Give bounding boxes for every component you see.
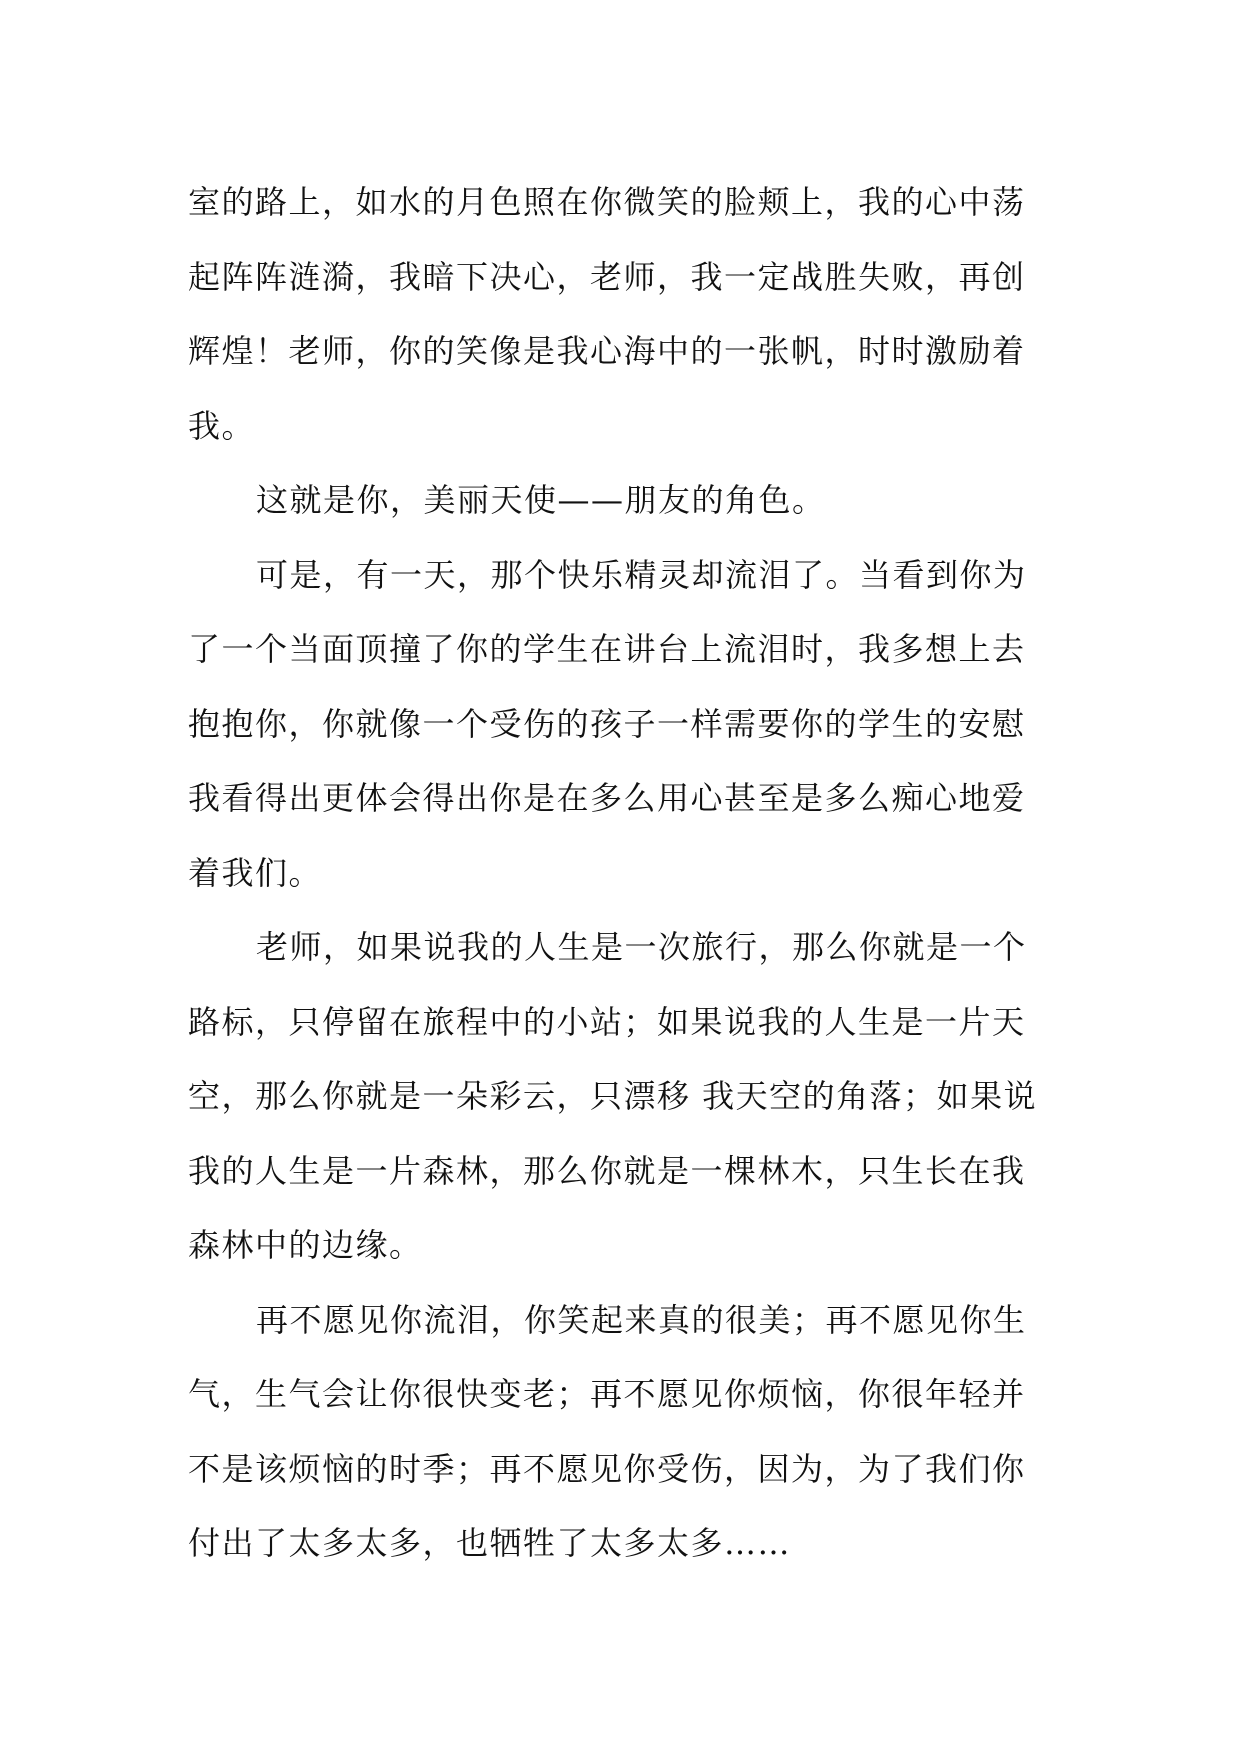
text-line: 不是该烦恼的时季；再不愿见你受伤，因为，为了我们你 [188, 1449, 1026, 1488]
body-text [188, 165, 1052, 1581]
text-line: 室的路上，如水的月色照在你微笑的脸颊上，我的心中荡 [188, 183, 1026, 221]
text-line: 起阵阵涟漪，我暗下决心，老师，我一定战胜失败，再创 [188, 257, 1026, 296]
text-line-indented: 再不愿见你流泪，你笑起来真的很美；再不愿见你生 [256, 1300, 1027, 1339]
text-line: 辉煌！老师，你的笑像是我心海中的一张帆，时时激励着 [188, 332, 1026, 370]
text-line: 我看得出更体会得出你是在多么用心甚至是多么痴心地爱 [188, 779, 1026, 817]
text-line-indented: 可是，有一天，那个快乐精灵却流泪了。当看到你为 [256, 555, 1027, 594]
text-line-indented: 这就是你，美丽天使——朋友的角色。 [256, 481, 826, 519]
text-line: 着我们。 [188, 853, 323, 892]
text-line: 了一个当面顶撞了你的学生在讲台上流泪时，我多想上去 [188, 630, 1026, 668]
text-line: 空，那么你就是一朵彩云，只漂移 我天空的角落；如果说 [188, 1077, 1038, 1115]
text-line: 气，生气会让你很快变老；再不愿见你烦恼，你很年轻并 [188, 1375, 1026, 1413]
text-line: 抱抱你，你就像一个受伤的孩子一样需要你的学生的安慰 [188, 704, 1026, 743]
text-line: 我的人生是一片森林，那么你就是一棵林木，只生长在我 [188, 1151, 1026, 1190]
text-line: 森林中的边缘。 [188, 1226, 423, 1264]
text-line: 路标，只停留在旅程中的小站；如果说我的人生是一片天 [188, 1002, 1026, 1041]
text-line: 我。 [188, 406, 256, 445]
text-line: 付出了太多太多，也牺牲了太多太多…… [188, 1524, 792, 1562]
text-line-indented: 老师，如果说我的人生是一次旅行，那么你就是一个 [256, 928, 1027, 966]
